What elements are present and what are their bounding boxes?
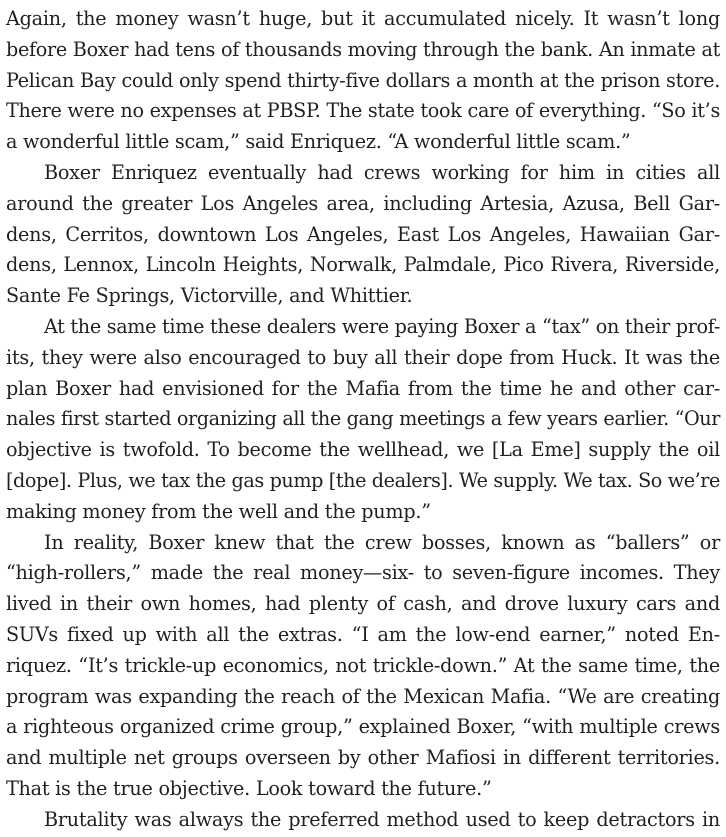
text-line: before Boxer had tens of thousands moving through the bank. An inmate at — [6, 37, 720, 61]
text-line: Brutality was always the preferred method used to keep detractors in — [44, 807, 720, 831]
text-line: dens, Cerritos, downtown Los Angeles, East Los Angeles, Hawaiian Gar- — [6, 222, 720, 246]
text-line: riquez. “It’s trickle-up economics, not trickle-down.” At the same time, the — [6, 653, 720, 677]
text-line: [dope]. Plus, we tax the gas pump [the dealers]. We supply. We tax. So we’re — [6, 468, 720, 492]
text-line: nales first started organizing all the gang meetings a few years earlier. “Our — [6, 407, 720, 431]
text-line: Boxer Enriquez eventually had crews working for him in cities all — [44, 160, 720, 184]
paragraph-2 — [6, 158, 720, 312]
text-line: In reality, Boxer knew that the crew bosses, known as “ballers” or — [44, 530, 720, 554]
text-line: program was expanding the reach of the Mexican Mafia. “We are creating — [6, 684, 720, 708]
text-line: “high-rollers,” made the real money—six- to seven-figure incomes. They — [6, 561, 720, 585]
paragraph-4 — [6, 528, 720, 805]
text-line: That is the true objective. Look toward the future.” — [6, 776, 492, 800]
text-line: a righteous organized crime group,” explained Boxer, “with multiple crews — [6, 715, 720, 739]
paragraph-5 — [6, 805, 720, 836]
text-line: Pelican Bay could only spend thirty-five dollars a month at the prison store. — [6, 68, 720, 92]
text-line: a wonderful little scam,” said Enriquez. “A wonderful little scam.” — [6, 130, 631, 154]
text-line: SUVs fixed up with all the extras. “I am the low-end earner,” noted En- — [6, 622, 720, 646]
paragraph-3 — [6, 312, 720, 528]
text-line: dens, Lennox, Lincoln Heights, Norwalk, Palmdale, Pico Rivera, Riverside, — [6, 253, 720, 277]
text-line: There were no expenses at PBSP. The state took care of everything. “So it’s — [6, 99, 720, 123]
text-line: its, they were also encouraged to buy all their dope from Huck. It was the — [6, 345, 720, 369]
text-line: Sante Fe Springs, Victorville, and Whittier. — [6, 284, 413, 308]
text-line: lived in their own homes, had plenty of cash, and drove luxury cars and — [6, 592, 720, 616]
text-line: plan Boxer had envisioned for the Mafia from the time he and other car- — [6, 376, 720, 400]
text-line: around the greater Los Angeles area, including Artesia, Azusa, Bell Gar- — [6, 191, 720, 215]
text-line: objective is twofold. To become the wellhead, we [La Eme] supply the oil — [6, 438, 720, 462]
text-line: making money from the well and the pump.” — [6, 499, 431, 523]
text-line: Again, the money wasn’t huge, but it accumulated nicely. It wasn’t long — [6, 7, 720, 30]
paragraph-1 — [6, 4, 720, 158]
text-line: At the same time these dealers were paying Boxer a “tax” on their prof- — [44, 314, 720, 338]
text-line: and multiple net groups overseen by other Mafiosi in different territories. — [6, 746, 720, 770]
